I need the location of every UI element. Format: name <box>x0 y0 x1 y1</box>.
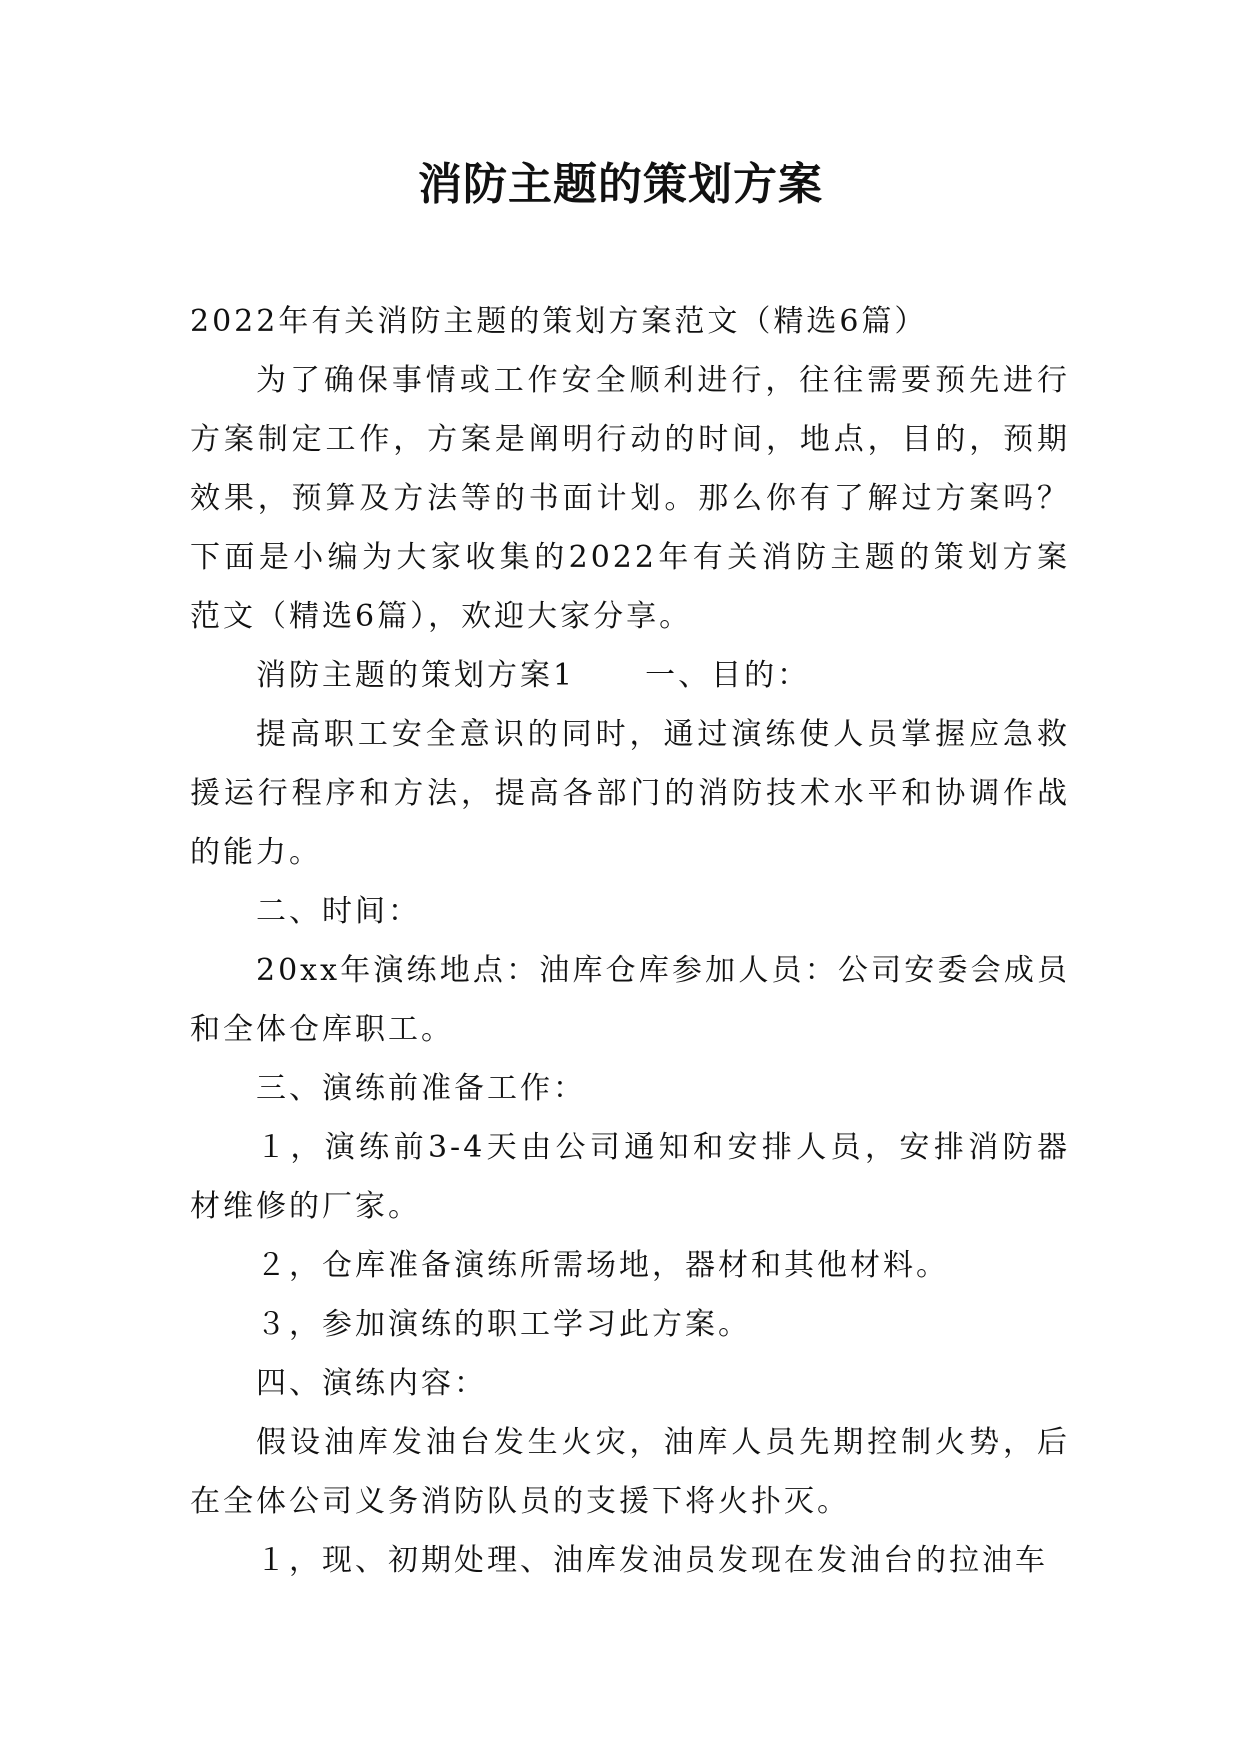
content-item-1: １，现、初期处理、油库发油员发现在发油台的拉油车 <box>256 1543 1048 1578</box>
prep-item-1: １，演练前3-4天由公司通知和安排人员，安排消防器材维修的厂家。 <box>190 1130 1070 1224</box>
prep-heading: 三、演练前准备工作： <box>256 1071 586 1106</box>
prep-item-2: ２，仓库准备演练所需场地，器材和其他材料。 <box>256 1248 949 1283</box>
document-body <box>190 292 1070 1590</box>
plan-heading-line <box>190 646 1070 705</box>
time-paragraph: 20xx年演练地点：油库仓库参加人员：公司安委会成员和全体仓库职工。 <box>190 953 1070 1047</box>
purpose-heading: 一、目的： <box>645 658 811 693</box>
document-subtitle: 2022年有关消防主题的策划方案范文（精选6篇） <box>190 304 928 339</box>
plan-heading: 消防主题的策划方案1 <box>256 658 576 693</box>
prep-item-3: ３，参加演练的职工学习此方案。 <box>256 1307 751 1342</box>
document-title: 消防主题的策划方案 <box>418 159 823 210</box>
content-paragraph: 假设油库发油台发生火灾，油库人员先期控制火势，后在全体公司义务消防队员的支援下将火扑灭。 <box>190 1425 1070 1519</box>
content-heading: 四、演练内容： <box>256 1366 487 1401</box>
intro-paragraph: 为了确保事情或工作安全顺利进行，往往需要预先进行方案制定工作，方案是阐明行动的时间，地点，目的，预期效果，预算及方法等的书面计划。那么你有了解过方案吗？下面是小编为大家收集的2022年有关消防主题的策划方案范文（精选6篇），欢迎大家分享。 <box>190 363 1070 634</box>
purpose-paragraph: 提高职工安全意识的同时，通过演练使人员掌握应急救援运行程序和方法，提高各部门的消防技术水平和协调作战的能力。 <box>190 717 1070 870</box>
time-heading: 二、时间： <box>256 894 421 929</box>
